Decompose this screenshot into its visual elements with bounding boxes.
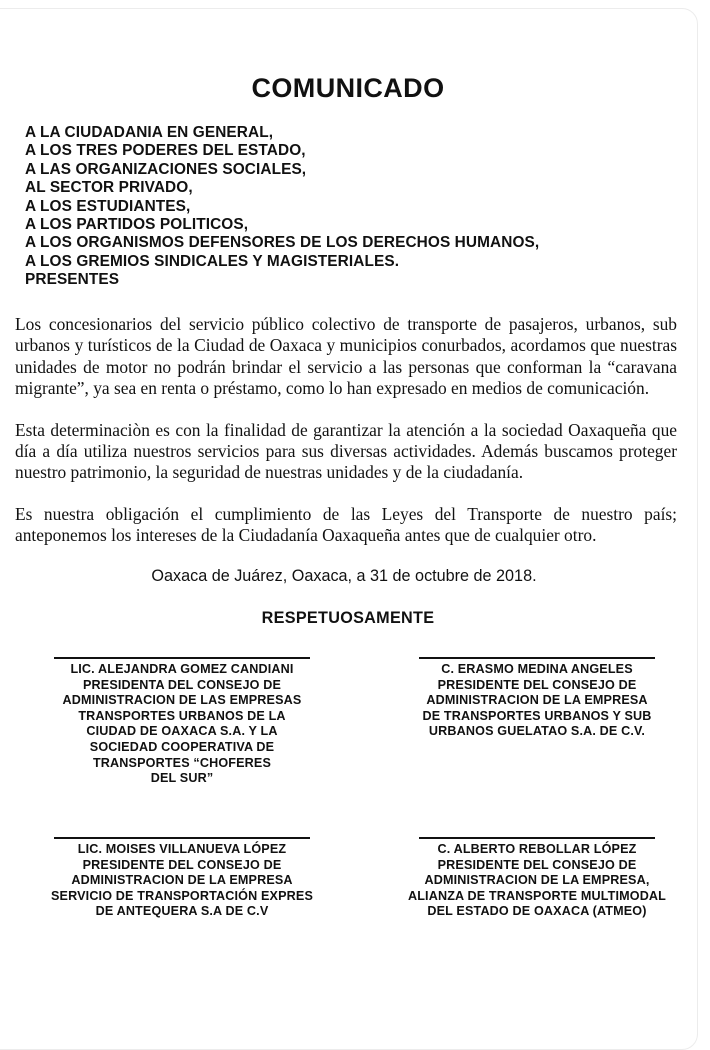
closing-salutation: RESPETUOSAMENTE bbox=[261, 609, 435, 627]
signature-title-line: ADMINISTRACION DE LA EMPRESA bbox=[71, 873, 293, 888]
signature-title-line: PRESIDENTE DEL CONSEJO DE bbox=[437, 677, 637, 692]
signature-title-line: PRESIDENTA DEL CONSEJO DE bbox=[82, 677, 282, 692]
signature-title-line: URBANOS GUELATAO S.A. DE C.V. bbox=[428, 724, 646, 739]
signature-block-alberto-rebollar-lopez bbox=[348, 837, 710, 920]
signature-title-line: ALIANZA DE TRANSPORTE MULTIMODAL bbox=[407, 888, 667, 903]
addressee-list bbox=[25, 124, 539, 290]
signature-title-line: TRANSPORTES URBANOS DE LA bbox=[78, 708, 286, 723]
signature-title-line: DE ANTEQUERA S.A DE C.V bbox=[95, 904, 269, 919]
signature-title-line: TRANSPORTES “CHOFERES bbox=[92, 755, 272, 770]
signature-title-line: PRESIDENTE DEL CONSEJO DE bbox=[82, 857, 282, 872]
addressee-line: A LOS ESTUDIANTES, bbox=[25, 197, 191, 215]
body-paragraph: Esta determinaciòn es con la finalidad de garantizar la atención a la sociedad Oaxaqueña que día a día utiliza nuestros servicios para sus diversas actividades. Además buscamos proteger nuestro patrimonio, la seguridad de nuestras unidades y de la ciudadanía. bbox=[15, 419, 677, 483]
signature-block-erasmo-medina-angeles bbox=[348, 657, 710, 787]
signature-row-top bbox=[0, 657, 710, 787]
signature-title-line: CIUDAD DE OAXACA S.A. Y LA bbox=[86, 724, 278, 739]
signature-name: LIC. MOISES VILLANUEVA LÓPEZ bbox=[77, 842, 287, 856]
body-paragraph: Es nuestra obligación el cumplimiento de las Leyes del Transporte de nuestro país; anteponemos los intereses de la Ciudadanía Oaxaqueña antes que de cualquier otro. bbox=[15, 503, 677, 546]
addressee-line: A LOS ORGANISMOS DEFENSORES DE LOS DERECHOS HUMANOS, bbox=[25, 234, 540, 252]
signature-text bbox=[408, 842, 666, 920]
signature-text bbox=[51, 842, 313, 920]
signature-title-line: ADMINISTRACION DE LAS EMPRESAS bbox=[62, 693, 302, 708]
signature-title-line: PRESIDENTE DEL CONSEJO DE bbox=[437, 857, 637, 872]
addressee-line: PRESENTES bbox=[25, 271, 120, 289]
signature-name: LIC. ALEJANDRA GOMEZ CANDIANI bbox=[70, 662, 294, 676]
signature-row-bottom bbox=[0, 837, 710, 920]
date-line: Oaxaca de Juárez, Oaxaca, a 31 de octubre de 2018. bbox=[151, 567, 537, 585]
signature-text bbox=[422, 662, 651, 740]
signature-title-line: DE TRANSPORTES URBANOS Y SUB bbox=[422, 708, 652, 723]
signature-name: C. ERASMO MEDINA ANGELES bbox=[441, 662, 633, 676]
addressee-line: A LOS GREMIOS SINDICALES Y MAGISTERIALES. bbox=[25, 252, 400, 270]
signature-line bbox=[54, 657, 310, 659]
signature-block-alejandra-gomez-candiani bbox=[0, 657, 348, 787]
signature-title-line: ADMINISTRACION DE LA EMPRESA, bbox=[424, 873, 650, 888]
signature-block-moises-villanueva-lopez bbox=[0, 837, 348, 920]
addressee-line: A LOS PARTIDOS POLITICOS, bbox=[25, 216, 249, 234]
addressee-line: A LAS ORGANIZACIONES SOCIALES, bbox=[25, 160, 307, 178]
signature-title-line: SOCIEDAD COOPERATIVA DE bbox=[89, 739, 275, 754]
signature-line bbox=[419, 657, 655, 659]
addressee-line: A LOS TRES PODERES DEL ESTADO, bbox=[25, 142, 306, 160]
signature-line bbox=[54, 837, 310, 839]
signature-title-line: ADMINISTRACION DE LA EMPRESA bbox=[426, 693, 648, 708]
signature-text bbox=[63, 662, 302, 787]
signature-line bbox=[419, 837, 655, 839]
addressee-line: A LA CIUDADANIA EN GENERAL, bbox=[25, 124, 274, 141]
signature-title-line: DEL SUR” bbox=[150, 771, 214, 786]
signature-title-line: SERVICIO DE TRANSPORTACIÓN EXPRES bbox=[51, 888, 313, 903]
signature-title-line: DEL ESTADO DE OAXACA (ATMEO) bbox=[427, 904, 647, 919]
page-title: COMUNICADO bbox=[251, 73, 445, 103]
addressee-line: AL SECTOR PRIVADO, bbox=[25, 179, 193, 197]
body-text bbox=[15, 314, 677, 547]
body-paragraph: Los concesionarios del servicio público colectivo de transporte de pasajeros, urbanos, sub urbanos y turísticos de la Ciudad de Oaxaca y municipios conurbados, acordamos que nuestras unidades de motor no podrán brindar el servicio a las personas que conforman la “caravana migrante”, ya sea en renta o préstamo, como lo han expresado en medios de comunicación. bbox=[15, 314, 677, 399]
signature-name: C. ALBERTO REBOLLAR LÓPEZ bbox=[437, 842, 637, 856]
